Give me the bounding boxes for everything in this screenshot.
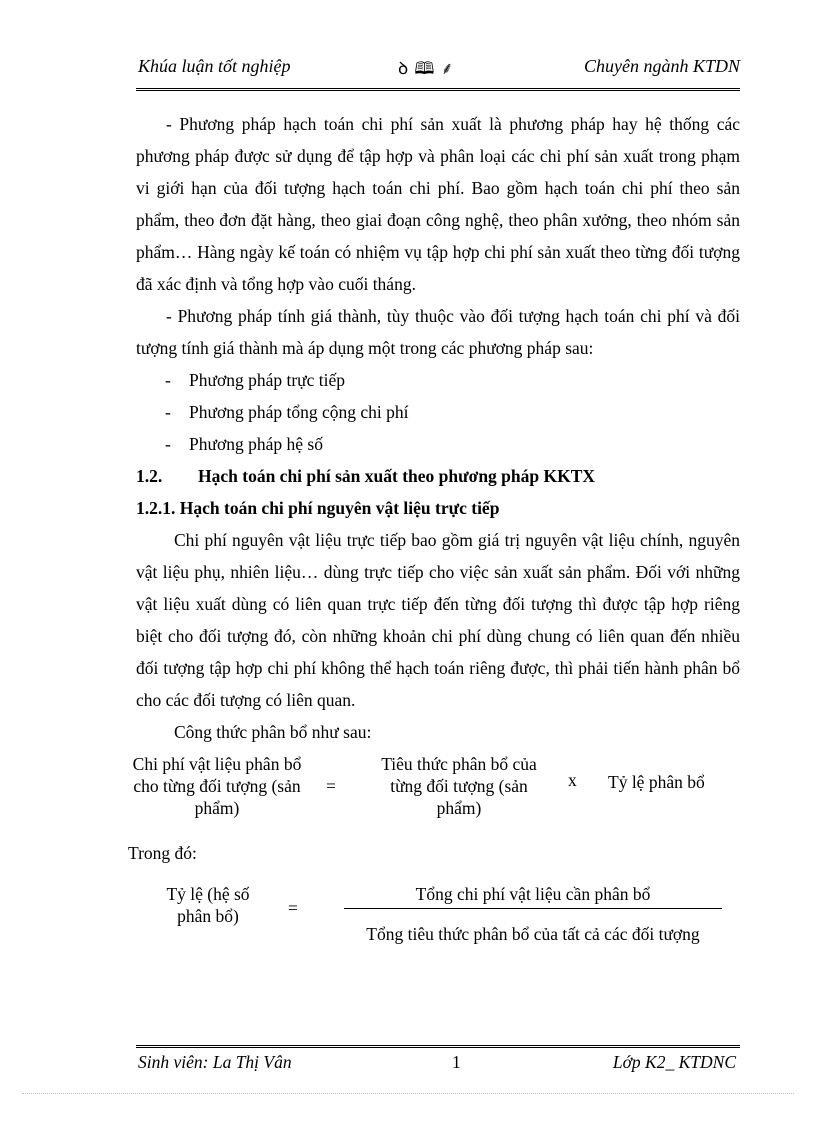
footer-student: Sinh viên: La Thị Vân [138, 1052, 292, 1072]
footer-class: Lớp K2_ KTDNC [612, 1052, 736, 1072]
page-footer [138, 1052, 740, 1076]
formula1-equals: = [326, 776, 336, 796]
formula1-rate: Tỷ lệ phân bổ [608, 772, 705, 792]
trong-do-label: Trong đó: [128, 843, 197, 863]
list-item: - Phương pháp hệ số [165, 434, 323, 454]
formula2-equals: = [288, 898, 298, 918]
heading-1-2: 1.2. Hạch toán chi phí sản xuất theo phương pháp KKTX [136, 466, 596, 486]
fraction-bar [344, 908, 722, 909]
paragraph-1: - Phương pháp hạch toán chi phí sản xuất là phương pháp hay hệ thống các phương pháp được sử dụng để tập hợp và phân loại các chi phí sản xuất trong phạm vi giới hạn của đối tượng hạch toán chi phí. Bao gồm hạch toán chi phí theo sản phẩm, theo đơn đặt hàng, theo giai đoạn công nghệ, theo phân xưởng, theo nhóm sản phẩm… Hàng ngày kế toán có nhiệm vụ tập hợp chi phí sản xuất theo từng đối tượng đã xác định và tổng hợp vào cuối tháng. [136, 114, 740, 294]
paragraph-4: Công thức phân bổ như sau: [174, 722, 372, 742]
page-body [136, 108, 740, 748]
header-right: Chuyên ngành KTDN [583, 56, 740, 76]
page-header [138, 56, 740, 82]
page-edge [22, 1093, 794, 1094]
paragraph-2: - Phương pháp tính giá thành, tùy thuộc vào đối tượng hạch toán chi phí và đối tượng tính giá thành mà áp dụng một trong các phương pháp sau: [136, 306, 740, 358]
paragraph-3: Chi phí nguyên vật liệu trực tiếp bao gồm giá trị nguyên vật liệu chính, nguyên vật liệu phụ, nhiên liệu… dùng trực tiếp cho việc sản xuất sản phẩm. Đối với những vật liệu xuất dùng có liên quan trực tiếp đến từng đối tượng thì được tập hợp riêng biệt cho đối tượng đó, còn những khoản chi phí dùng chung có liên quan đến nhiều đối tượng tập hợp chi phí không thể hạch toán riêng được, thì phải tiến hành phân bổ cho các đối tượng có liên quan. [136, 530, 740, 710]
formula1-lhs: Chi phí vật liệu phân bổ cho từng đối tượng (sản phẩm) [132, 754, 302, 818]
formula2-denominator: Tổng tiêu thức phân bổ của tất cả các đối tượng [366, 924, 700, 944]
allocation-formula [128, 753, 748, 823]
rate-formula [128, 883, 748, 953]
formula1-criterion: Tiêu thức phân bổ của từng đối tượng (sản phẩm) [381, 754, 537, 818]
list-item: - Phương pháp tổng cộng chi phí [165, 402, 409, 422]
header-left: Khúa luận tốt nghiệp [138, 56, 291, 76]
header-rule [136, 88, 740, 91]
page-number: 1 [452, 1052, 461, 1072]
formula1-multiply: x [568, 770, 577, 790]
footer-rule [136, 1045, 740, 1048]
formula2-numerator: Tổng chi phí vật liệu cần phân bổ [415, 884, 651, 904]
list-item: - Phương pháp trực tiếp [165, 370, 346, 390]
formula2-lhs: Tỷ lệ (hệ số phân bổ) [166, 884, 250, 926]
heading-1-2-1: 1.2.1. Hạch toán chi phí nguyên vật liệu trực tiếp [136, 498, 500, 518]
header-ornament: ꝺ 🕮 ⸙ [398, 59, 455, 78]
